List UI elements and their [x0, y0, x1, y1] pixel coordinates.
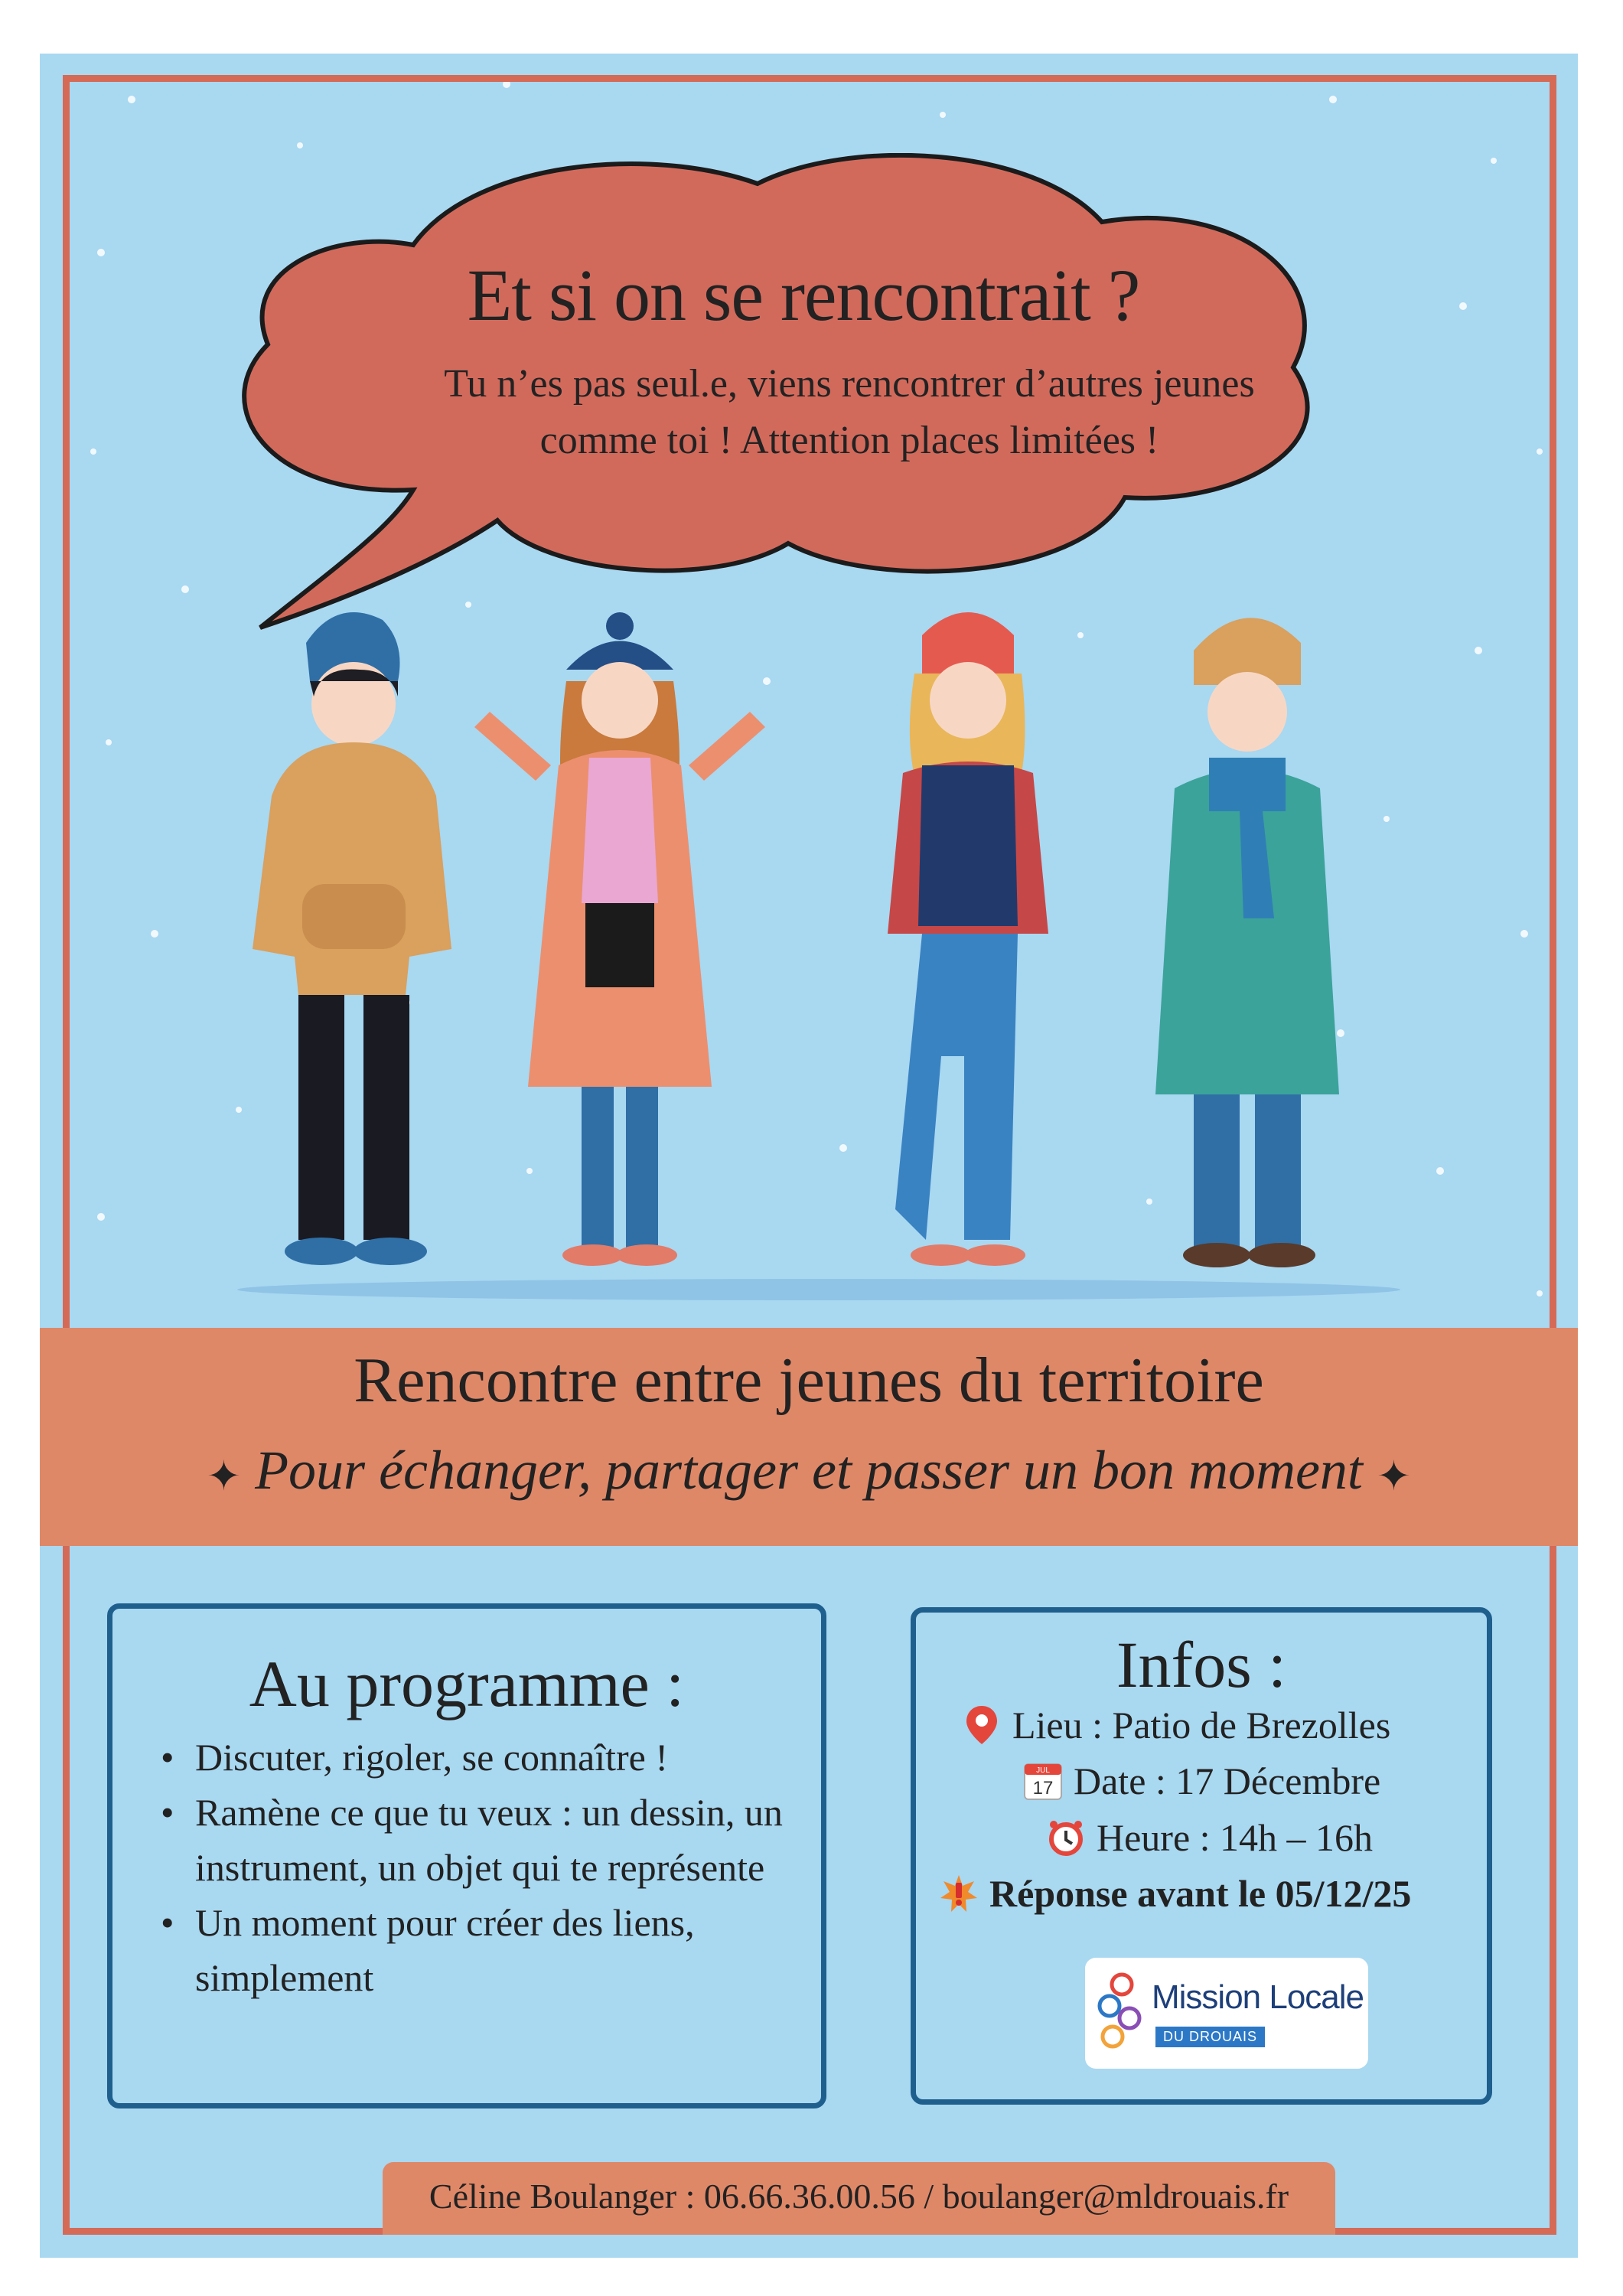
person-teal-parka: [1155, 618, 1339, 1267]
programme-list: [157, 1730, 807, 2005]
bubble-title: Et si on se rencontrait ?: [467, 254, 1140, 336]
info-date-text: Date : 17 Décembre: [1074, 1760, 1381, 1802]
sparkle-icon: ✦: [206, 1453, 242, 1499]
location-pin-icon: [960, 1704, 1003, 1746]
footer-contact: Céline Boulanger : 06.66.36.00.56 / boulanger@mldrouais.fr: [429, 2177, 1289, 2216]
exclamation-icon: [937, 1872, 980, 1915]
logo-name: Mission Locale: [1152, 1978, 1364, 2016]
list-item: • Un moment pour créer des liens, simplement: [157, 1895, 807, 2005]
youth-illustration: [207, 597, 1431, 1309]
info-heure: [1045, 1815, 1373, 1860]
calendar-icon: [1022, 1760, 1064, 1802]
banner-title: Rencontre entre jeunes du territoire: [354, 1345, 1264, 1416]
alarm-clock-icon: [1045, 1816, 1087, 1859]
info-date: [1022, 1759, 1380, 1803]
bubble-subtitle-line-2: comme toi ! Attention places limitées !: [539, 419, 1159, 462]
info-heure-text: Heure : 14h – 16h: [1097, 1816, 1374, 1859]
logo-subtitle: DU DROUAIS: [1155, 2027, 1265, 2047]
banner-subtitle: [40, 1439, 1578, 1502]
bubble-subtitle: [306, 356, 1393, 469]
person-hoodie: [253, 612, 451, 1265]
programme-title: Au programme :: [249, 1647, 685, 1720]
info-lieu-text: Lieu : Patio de Brezolles: [1012, 1704, 1391, 1746]
sparkle-icon: ✦: [1376, 1453, 1412, 1499]
info-reponse: [937, 1871, 1411, 1916]
list-item: • Discuter, rigoler, se connaître !: [157, 1730, 807, 1785]
list-item: • Ramène ce que tu veux : un dessin, un instrument, un objet qui te représente: [157, 1785, 807, 1895]
person-red-hat: [888, 612, 1048, 1266]
banner-subtitle-text: Pour échanger, partager et passer un bon moment: [255, 1440, 1363, 1501]
mission-locale-logo-mark: [1094, 1971, 1149, 2055]
calendar-month: JUL: [1036, 1766, 1050, 1775]
person-pink-coat: [474, 612, 765, 1266]
info-lieu: [960, 1703, 1390, 1747]
bubble-subtitle-line-1: Tu n’es pas seul.e, viens rencontrer d’autres jeunes: [444, 362, 1255, 406]
infos-title: Infos :: [1116, 1628, 1287, 1701]
info-reponse-text: Réponse avant le 05/12/25: [989, 1872, 1412, 1915]
calendar-day: 17: [1032, 1778, 1054, 1799]
